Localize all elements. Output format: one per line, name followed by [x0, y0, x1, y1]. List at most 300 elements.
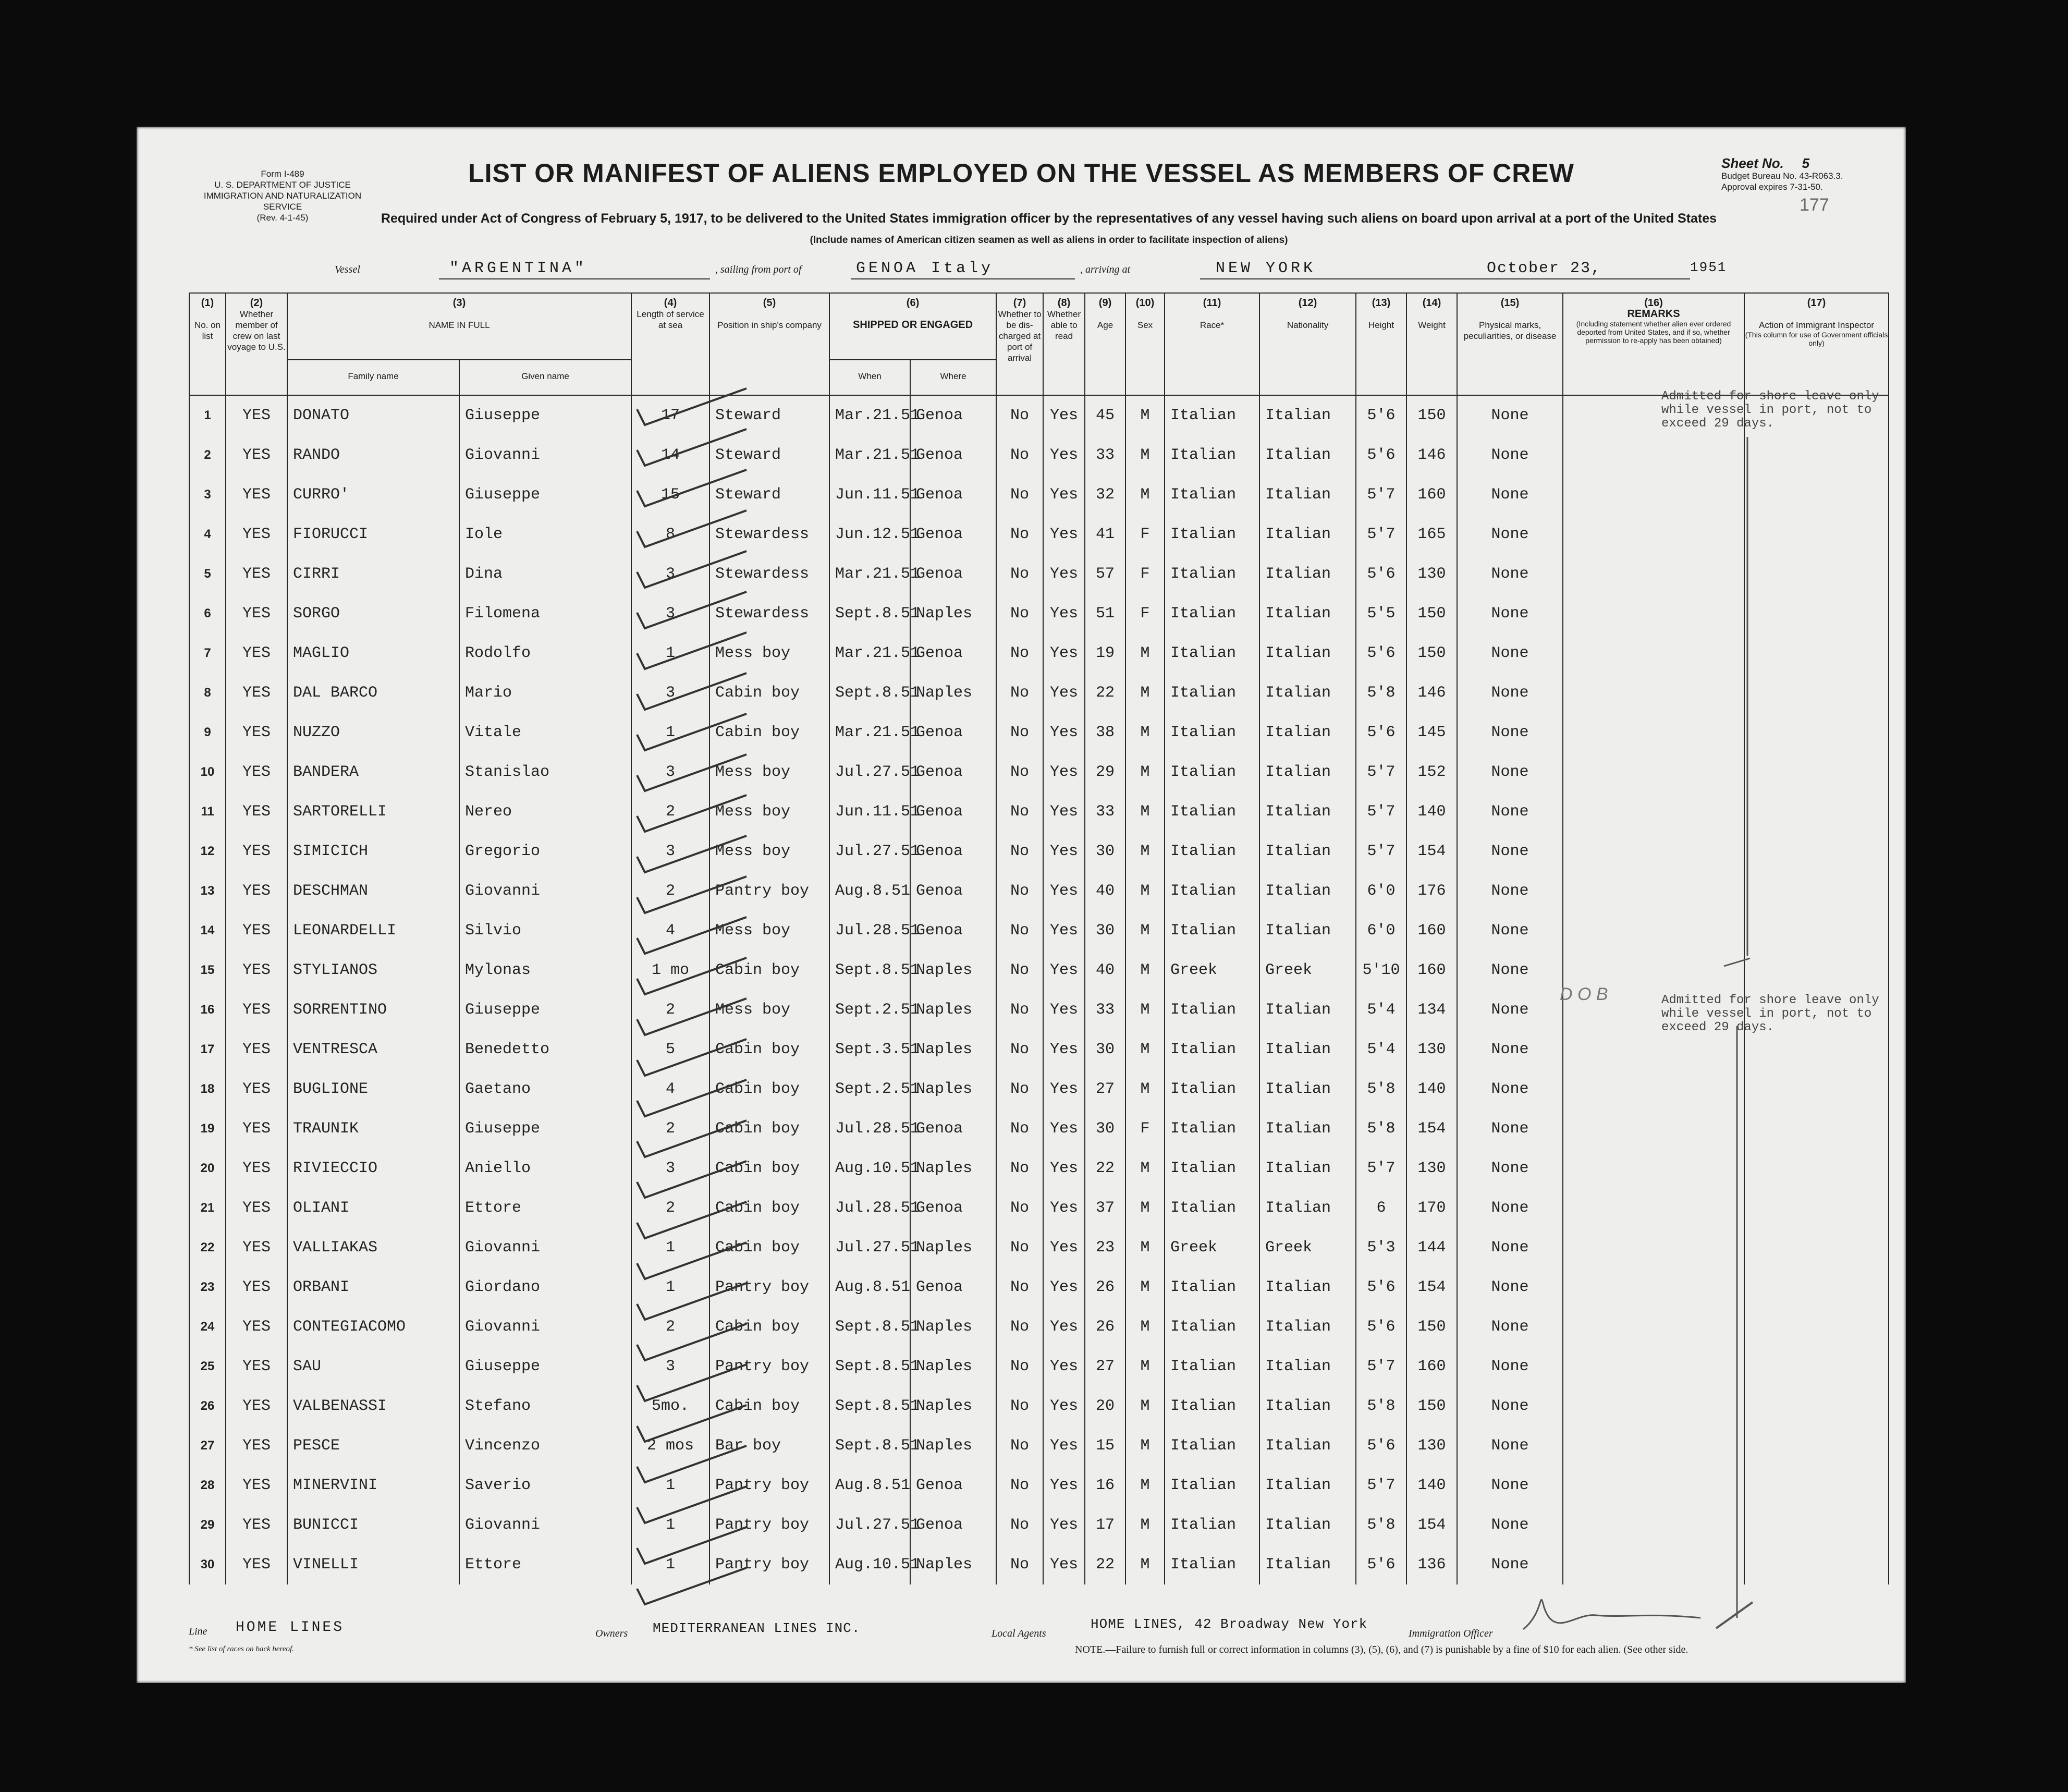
- cell-family: NUZZO: [287, 713, 459, 752]
- cell-height: 5'7: [1356, 752, 1406, 792]
- pencil-check-mark: [637, 998, 747, 1035]
- cell-service: 2 mos: [631, 1426, 709, 1466]
- cell-sex: M: [1125, 752, 1165, 792]
- cell-height: 5'10: [1356, 950, 1406, 990]
- col-header-where: Where: [910, 360, 996, 395]
- pencil-check-mark: [637, 1324, 747, 1360]
- cell-sex: M: [1125, 1069, 1165, 1109]
- pencil-check-mark: [637, 958, 747, 994]
- cell-where: Genoa: [910, 1505, 996, 1545]
- cell-given: Giuseppe: [459, 1109, 631, 1149]
- cell-discharged: No: [996, 1426, 1043, 1466]
- cell-nationality: Italian: [1259, 1069, 1356, 1109]
- cell-position: Mess boy: [709, 633, 829, 673]
- cell-nationality: Italian: [1259, 832, 1356, 871]
- cell-where: Genoa: [910, 1188, 996, 1228]
- cell-race: Italian: [1165, 554, 1259, 594]
- cell-discharged: No: [996, 1307, 1043, 1347]
- cell-position: Stewardess: [709, 594, 829, 633]
- cell-weight: 154: [1406, 1109, 1457, 1149]
- pencil-check-mark: [637, 1405, 747, 1442]
- cell-height: 5'6: [1356, 1545, 1406, 1584]
- cell-voyage: YES: [226, 1149, 287, 1188]
- cell-family: SARTORELLI: [287, 792, 459, 832]
- cell-read: Yes: [1043, 1505, 1085, 1545]
- arrival-date: October 23,: [1487, 260, 1602, 277]
- cell-voyage: YES: [226, 911, 287, 950]
- cell-voyage: YES: [226, 1545, 287, 1584]
- cell-weight: 150: [1406, 633, 1457, 673]
- cell-sex: M: [1125, 871, 1165, 911]
- cell-age: 30: [1085, 1030, 1125, 1069]
- cell-family: VALBENASSI: [287, 1386, 459, 1426]
- cell-age: 15: [1085, 1426, 1125, 1466]
- cell-marks: None: [1457, 1466, 1563, 1505]
- cell-voyage: YES: [226, 990, 287, 1030]
- cell-height: 5'7: [1356, 1149, 1406, 1188]
- cell-where: Genoa: [910, 515, 996, 554]
- cell-sex: M: [1125, 475, 1165, 515]
- cell-where: Naples: [910, 990, 996, 1030]
- cell-no: 2: [189, 435, 226, 475]
- cell-discharged: No: [996, 871, 1043, 911]
- cell-family: PESCE: [287, 1426, 459, 1466]
- cell-weight: 130: [1406, 1030, 1457, 1069]
- cell-family: FIORUCCI: [287, 515, 459, 554]
- cell-voyage: YES: [226, 395, 287, 435]
- pencil-marks-overlay: [137, 127, 1906, 1683]
- cell-nationality: Italian: [1259, 1386, 1356, 1426]
- cell-given: Saverio: [459, 1466, 631, 1505]
- agents-name: HOME LINES, 42 Broadway New York: [1091, 1616, 1368, 1632]
- cell-position: Pantry boy: [709, 1466, 829, 1505]
- cell-height: 5'7: [1356, 1347, 1406, 1386]
- cell-marks: None: [1457, 1149, 1563, 1188]
- cell-weight: 130: [1406, 1426, 1457, 1466]
- cell-sex: M: [1125, 832, 1165, 871]
- cell-marks: None: [1457, 1347, 1563, 1386]
- cell-height: 5'4: [1356, 990, 1406, 1030]
- budget-number: Budget Bureau No. 43-R063.3.: [1721, 171, 1843, 181]
- cell-read: Yes: [1043, 950, 1085, 990]
- cell-where: Genoa: [910, 554, 996, 594]
- cell-weight: 154: [1406, 1505, 1457, 1545]
- cell-given: Mylonas: [459, 950, 631, 990]
- cell-race: Greek: [1165, 1228, 1259, 1267]
- cell-no: 18: [189, 1069, 226, 1109]
- cell-race: Italian: [1165, 633, 1259, 673]
- cell-race: Italian: [1165, 1030, 1259, 1069]
- cell-where: Genoa: [910, 752, 996, 792]
- cell-voyage: YES: [226, 1228, 287, 1267]
- cell-race: Italian: [1165, 1109, 1259, 1149]
- cell-marks: None: [1457, 594, 1563, 633]
- cell-sex: M: [1125, 673, 1165, 713]
- cell-race: Italian: [1165, 1426, 1259, 1466]
- cell-marks: None: [1457, 1069, 1563, 1109]
- pencil-check-mark: [637, 714, 747, 750]
- cell-sex: F: [1125, 515, 1165, 554]
- cell-marks: None: [1457, 633, 1563, 673]
- cell-service: 1: [631, 1267, 709, 1307]
- cell-age: 30: [1085, 1109, 1125, 1149]
- cell-when: Sept.8.51: [829, 673, 910, 713]
- cell-age: 17: [1085, 1505, 1125, 1545]
- cell-family: BANDERA: [287, 752, 459, 792]
- cell-where: Genoa: [910, 911, 996, 950]
- cell-nationality: Italian: [1259, 475, 1356, 515]
- pencil-check-mark: [637, 1120, 747, 1157]
- cell-position: Cabin boy: [709, 673, 829, 713]
- remark-shore-leave-1: Admitted for shore leave only while vessel in port, not to exceed 29 days.: [1661, 389, 1879, 431]
- cell-voyage: YES: [226, 1386, 287, 1426]
- cell-where: Genoa: [910, 435, 996, 475]
- cell-weight: 165: [1406, 515, 1457, 554]
- cell-weight: 154: [1406, 832, 1457, 871]
- cell-marks: None: [1457, 871, 1563, 911]
- cell-height: 5'8: [1356, 673, 1406, 713]
- cell-read: Yes: [1043, 792, 1085, 832]
- cell-nationality: Italian: [1259, 752, 1356, 792]
- pencil-check-mark: [637, 1161, 747, 1198]
- cell-age: 27: [1085, 1347, 1125, 1386]
- cell-nationality: Italian: [1259, 1466, 1356, 1505]
- cell-discharged: No: [996, 395, 1043, 435]
- cell-sex: M: [1125, 1466, 1165, 1505]
- cell-voyage: YES: [226, 435, 287, 475]
- cell-read: Yes: [1043, 1386, 1085, 1426]
- cell-race: Italian: [1165, 1545, 1259, 1584]
- cell-read: Yes: [1043, 633, 1085, 673]
- cell-position: Steward: [709, 475, 829, 515]
- cell-voyage: YES: [226, 475, 287, 515]
- cell-position: Mess boy: [709, 911, 829, 950]
- subtitle-note: (Include names of American citizen seamen as well as aliens in order to facilitate inspection of aliens): [810, 235, 1288, 246]
- cell-discharged: No: [996, 1267, 1043, 1307]
- service-name: IMMIGRATION AND NATURALIZATION SERVICE: [203, 191, 362, 212]
- cell-when: Aug.10.51: [829, 1545, 910, 1584]
- pencil-check-mark: [637, 1039, 747, 1076]
- cell-sex: M: [1125, 395, 1165, 435]
- cell-no: 9: [189, 713, 226, 752]
- cell-no: 22: [189, 1228, 226, 1267]
- cell-weight: 150: [1406, 594, 1457, 633]
- cell-sex: M: [1125, 1386, 1165, 1426]
- cell-voyage: YES: [226, 1426, 287, 1466]
- cell-read: Yes: [1043, 673, 1085, 713]
- cell-where: Naples: [910, 1347, 996, 1386]
- cell-read: Yes: [1043, 1109, 1085, 1149]
- cell-age: 26: [1085, 1267, 1125, 1307]
- cell-height: 5'8: [1356, 1386, 1406, 1426]
- cell-no: 15: [189, 950, 226, 990]
- pencil-check-mark: [637, 836, 747, 872]
- pencil-check-mark: [637, 470, 747, 506]
- cell-sex: M: [1125, 990, 1165, 1030]
- cell-no: 7: [189, 633, 226, 673]
- cell-voyage: YES: [226, 832, 287, 871]
- cell-nationality: Italian: [1259, 1307, 1356, 1347]
- cell-given: Giovanni: [459, 1307, 631, 1347]
- cell-marks: None: [1457, 1505, 1563, 1545]
- col-header-given-name: Given name: [459, 360, 631, 395]
- cell-service: 3: [631, 1347, 709, 1386]
- cell-service: 5: [631, 1030, 709, 1069]
- cell-height: 5'4: [1356, 1030, 1406, 1069]
- cell-when: Sept.8.51: [829, 1426, 910, 1466]
- cell-sex: M: [1125, 1347, 1165, 1386]
- cell-sex: M: [1125, 1188, 1165, 1228]
- cell-no: 21: [189, 1188, 226, 1228]
- cell-weight: 170: [1406, 1188, 1457, 1228]
- cell-when: Sept.8.51: [829, 1386, 910, 1426]
- cell-height: 5'7: [1356, 1466, 1406, 1505]
- cell-weight: 130: [1406, 554, 1457, 594]
- cell-marks: None: [1457, 475, 1563, 515]
- col-header-position: (5) Position in ship's company: [709, 293, 829, 395]
- cell-sex: M: [1125, 435, 1165, 475]
- cell-position: Pantry boy: [709, 1545, 829, 1584]
- cell-voyage: YES: [226, 1109, 287, 1149]
- cell-age: 51: [1085, 594, 1125, 633]
- cell-age: 33: [1085, 435, 1125, 475]
- cell-family: BUGLIONE: [287, 1069, 459, 1109]
- cell-age: 33: [1085, 990, 1125, 1030]
- cell-voyage: YES: [226, 594, 287, 633]
- cell-discharged: No: [996, 633, 1043, 673]
- cell-height: 5'3: [1356, 1228, 1406, 1267]
- cell-position: Cabin boy: [709, 950, 829, 990]
- cell-given: Benedetto: [459, 1030, 631, 1069]
- cell-marks: None: [1457, 554, 1563, 594]
- cell-service: 3: [631, 832, 709, 871]
- cell-given: Giuseppe: [459, 395, 631, 435]
- cell-position: Pantry boy: [709, 871, 829, 911]
- page-subtitle: Required under Act of Congress of February 5, 1917, to be delivered to the United States immigration officer by the representatives of any vessel having such aliens on board upon arrival at a port of the United States: [381, 211, 1717, 226]
- cell-weight: 140: [1406, 792, 1457, 832]
- cell-family: CONTEGIACOMO: [287, 1307, 459, 1347]
- cell-where: Genoa: [910, 1466, 996, 1505]
- cell-when: Jul.27.51: [829, 752, 910, 792]
- cell-no: 1: [189, 395, 226, 435]
- cell-no: 16: [189, 990, 226, 1030]
- cell-race: Italian: [1165, 1069, 1259, 1109]
- cell-service: 2: [631, 871, 709, 911]
- cell-given: Giovanni: [459, 871, 631, 911]
- cell-voyage: YES: [226, 871, 287, 911]
- arrival-port: NEW YORK: [1216, 260, 1316, 277]
- cell-marks: None: [1457, 990, 1563, 1030]
- remark-shore-leave-2: Admitted for shore leave only while vessel in port, not to exceed 29 days.: [1661, 993, 1879, 1034]
- cell-read: Yes: [1043, 1267, 1085, 1307]
- cell-age: 40: [1085, 871, 1125, 911]
- cell-service: 2: [631, 1109, 709, 1149]
- cell-voyage: YES: [226, 1188, 287, 1228]
- cell-position: Mess boy: [709, 832, 829, 871]
- cell-family: OLIANI: [287, 1188, 459, 1228]
- cell-where: Naples: [910, 594, 996, 633]
- cell-position: Bar boy: [709, 1426, 829, 1466]
- cell-weight: 130: [1406, 1149, 1457, 1188]
- col-header-service: (4) Length of service at sea: [631, 293, 709, 395]
- pencil-check-mark: [637, 1080, 747, 1116]
- pencil-check-mark: [637, 673, 747, 710]
- cell-family: VALLIAKAS: [287, 1228, 459, 1267]
- cell-given: Giovanni: [459, 1228, 631, 1267]
- cell-service: 1: [631, 1505, 709, 1545]
- cell-nationality: Italian: [1259, 1505, 1356, 1545]
- cell-read: Yes: [1043, 1228, 1085, 1267]
- cell-where: Genoa: [910, 475, 996, 515]
- cell-when: Mar.21.51: [829, 395, 910, 435]
- cell-family: TRAUNIK: [287, 1109, 459, 1149]
- cell-age: 32: [1085, 475, 1125, 515]
- cell-no: 13: [189, 871, 226, 911]
- cell-discharged: No: [996, 1069, 1043, 1109]
- officer-label: Immigration Officer: [1409, 1628, 1493, 1639]
- cell-where: Genoa: [910, 1267, 996, 1307]
- cell-where: Naples: [910, 1307, 996, 1347]
- cell-read: Yes: [1043, 713, 1085, 752]
- pencil-check-mark: [637, 1242, 747, 1279]
- cell-race: Greek: [1165, 950, 1259, 990]
- cell-no: 5: [189, 554, 226, 594]
- cell-service: 2: [631, 1307, 709, 1347]
- cell-no: 10: [189, 752, 226, 792]
- departure-port: GENOA Italy: [856, 260, 994, 277]
- cell-when: Jul.28.51: [829, 1109, 910, 1149]
- cell-no: 14: [189, 911, 226, 950]
- cell-discharged: No: [996, 1347, 1043, 1386]
- cell-read: Yes: [1043, 395, 1085, 435]
- cell-service: 3: [631, 752, 709, 792]
- cell-no: 8: [189, 673, 226, 713]
- cell-where: Naples: [910, 950, 996, 990]
- col-header-action: (17) Action of Immigrant Inspector (This column for use of Government officials only): [1744, 293, 1889, 395]
- cell-read: Yes: [1043, 911, 1085, 950]
- cell-weight: 150: [1406, 1307, 1457, 1347]
- cell-service: 4: [631, 1069, 709, 1109]
- cell-height: 5'6: [1356, 554, 1406, 594]
- cell-discharged: No: [996, 1505, 1043, 1545]
- cell-discharged: No: [996, 1386, 1043, 1426]
- cell-read: Yes: [1043, 832, 1085, 871]
- col-header-height: (13) Height: [1356, 293, 1406, 395]
- owners-name: MEDITERRANEAN LINES INC.: [653, 1620, 861, 1636]
- cell-position: Cabin boy: [709, 713, 829, 752]
- col-header-voyage: (2) Whether member of crew on last voyage to U.S.: [226, 293, 287, 395]
- pencil-check-mark: [637, 388, 747, 425]
- cell-discharged: No: [996, 475, 1043, 515]
- cell-when: Jul.27.51: [829, 1228, 910, 1267]
- cell-position: Steward: [709, 435, 829, 475]
- cell-voyage: YES: [226, 1267, 287, 1307]
- pencil-check-mark: [637, 917, 747, 954]
- cell-read: Yes: [1043, 475, 1085, 515]
- pencil-check-mark: [637, 592, 747, 628]
- vessel-name: "ARGENTINA": [449, 260, 588, 277]
- cell-age: 20: [1085, 1386, 1125, 1426]
- vessel-label: Vessel: [335, 264, 360, 275]
- cell-sex: M: [1125, 792, 1165, 832]
- cell-when: Sept.3.51: [829, 1030, 910, 1069]
- cell-when: Jun.11.51: [829, 475, 910, 515]
- cell-marks: None: [1457, 1545, 1563, 1584]
- cell-marks: None: [1457, 435, 1563, 475]
- cell-when: Mar.21.51: [829, 435, 910, 475]
- cell-sex: M: [1125, 911, 1165, 950]
- cell-sex: F: [1125, 554, 1165, 594]
- cell-service: 1: [631, 1545, 709, 1584]
- sailing-label: , sailing from port of: [715, 264, 802, 275]
- cell-nationality: Greek: [1259, 950, 1356, 990]
- cell-age: 33: [1085, 792, 1125, 832]
- col-header-sex: (10) Sex: [1125, 293, 1165, 395]
- cell-discharged: No: [996, 554, 1043, 594]
- cell-race: Italian: [1165, 713, 1259, 752]
- cell-marks: None: [1457, 1307, 1563, 1347]
- cell-given: Rodolfo: [459, 633, 631, 673]
- cell-race: Italian: [1165, 1386, 1259, 1426]
- cell-when: Jul.28.51: [829, 1188, 910, 1228]
- cell-race: Italian: [1165, 515, 1259, 554]
- cell-position: Cabin boy: [709, 1069, 829, 1109]
- cell-discharged: No: [996, 1030, 1043, 1069]
- pencil-check-mark: [637, 876, 747, 913]
- cell-service: 1: [631, 713, 709, 752]
- cell-voyage: YES: [226, 713, 287, 752]
- col-header-marks: (15) Physical marks, peculiarities, or disease: [1457, 293, 1563, 395]
- cell-nationality: Italian: [1259, 633, 1356, 673]
- cell-read: Yes: [1043, 1149, 1085, 1188]
- cell-no: 24: [189, 1307, 226, 1347]
- cell-voyage: YES: [226, 1505, 287, 1545]
- cell-where: Naples: [910, 1545, 996, 1584]
- cell-sex: M: [1125, 1228, 1165, 1267]
- cell-given: Ettore: [459, 1188, 631, 1228]
- col-header-no: (1) No. on list: [189, 293, 226, 395]
- cell-nationality: Italian: [1259, 435, 1356, 475]
- cell-no: 26: [189, 1386, 226, 1426]
- cell-voyage: YES: [226, 1307, 287, 1347]
- cell-given: Giovanni: [459, 1505, 631, 1545]
- pencil-check-mark: [637, 551, 747, 588]
- cell-sex: M: [1125, 1505, 1165, 1545]
- cell-given: Silvio: [459, 911, 631, 950]
- cell-height: 5'7: [1356, 475, 1406, 515]
- cell-height: 5'6: [1356, 395, 1406, 435]
- cell-family: SAU: [287, 1347, 459, 1386]
- cell-age: 29: [1085, 752, 1125, 792]
- cell-age: 26: [1085, 1307, 1125, 1347]
- cell-discharged: No: [996, 435, 1043, 475]
- cell-weight: 134: [1406, 990, 1457, 1030]
- cell-sex: M: [1125, 1267, 1165, 1307]
- cell-read: Yes: [1043, 554, 1085, 594]
- cell-discharged: No: [996, 1228, 1043, 1267]
- cell-height: 6: [1356, 1188, 1406, 1228]
- pencil-check-mark: [637, 1568, 747, 1604]
- cell-where: Naples: [910, 1386, 996, 1426]
- cell-service: 2: [631, 792, 709, 832]
- cell-voyage: YES: [226, 673, 287, 713]
- cell-service: 1: [631, 1466, 709, 1505]
- cell-voyage: YES: [226, 1069, 287, 1109]
- cell-age: 19: [1085, 633, 1125, 673]
- cell-weight: 160: [1406, 911, 1457, 950]
- cell-given: Giuseppe: [459, 990, 631, 1030]
- cell-family: VENTRESCA: [287, 1030, 459, 1069]
